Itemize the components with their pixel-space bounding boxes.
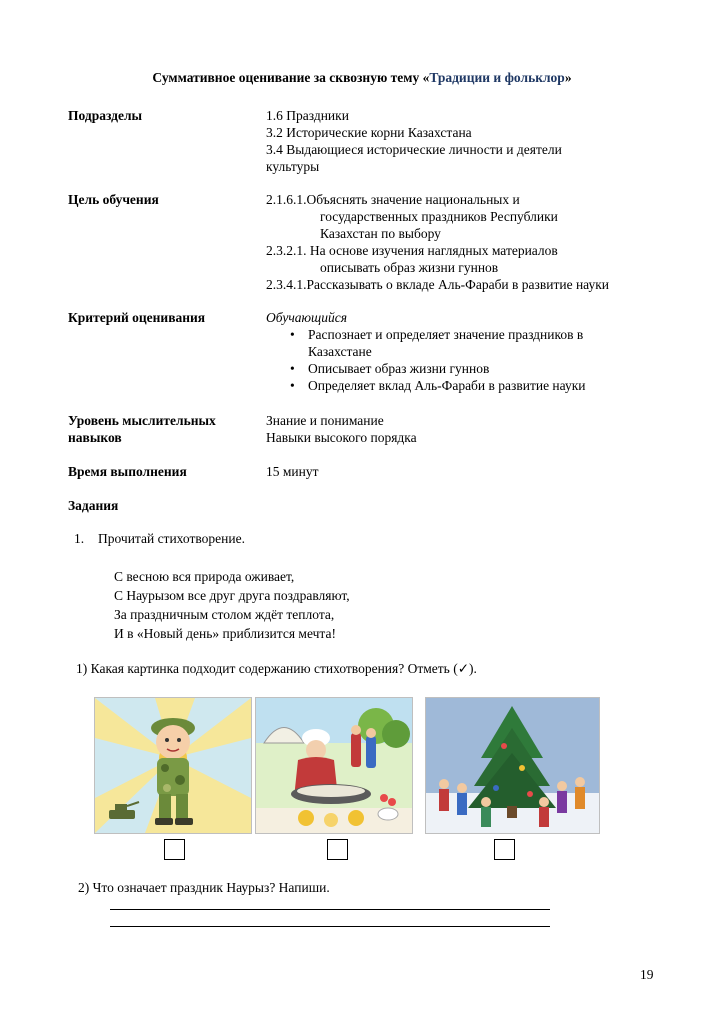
criteria-list bbox=[290, 326, 586, 394]
criteria-item: • Описывает образ жизни гуннов bbox=[290, 360, 586, 377]
criteria-intro: Обучающийся bbox=[266, 310, 348, 325]
thinking-value: Знание и понимание bbox=[266, 413, 384, 428]
subsection-line: 3.4 Выдающиеся исторические личности и деятели bbox=[266, 142, 562, 157]
page-title bbox=[0, 70, 724, 86]
criteria-item: • Определяет вклад Аль-Фараби в развитие науки bbox=[290, 377, 586, 394]
title-suffix: » bbox=[564, 70, 572, 85]
thinking-label-line: навыков bbox=[68, 430, 122, 445]
answer-line[interactable] bbox=[110, 926, 550, 927]
poem-line: И в «Новый день» приблизится мечта! bbox=[114, 626, 336, 641]
soldier-picture bbox=[94, 697, 252, 834]
goal-line: описывать образ жизни гуннов bbox=[320, 260, 499, 275]
subsection-line: 1.6 Праздники bbox=[266, 108, 349, 123]
time-label: Время выполнения bbox=[68, 464, 187, 479]
nauryz-checkbox[interactable] bbox=[327, 839, 348, 860]
subsections-list bbox=[266, 107, 562, 175]
poem-line: За праздничным столом ждёт теплота, bbox=[114, 607, 335, 622]
title-topic: Традиции и фольклор bbox=[429, 70, 565, 85]
thinking-label-line: Уровень мыслительных bbox=[68, 413, 216, 428]
goal-line: государственных праздников Республики bbox=[320, 209, 558, 224]
subsection-line: 3.2 Исторические корни Казахстана bbox=[266, 125, 472, 140]
poem bbox=[114, 567, 350, 643]
criteria-label: Критерий оценивания bbox=[68, 310, 206, 325]
subsection-line: культуры bbox=[266, 159, 320, 174]
goal-list bbox=[266, 191, 609, 293]
thinking-label bbox=[68, 412, 216, 446]
goal-line: 2.1.6.1.Объяснять значение национальных и bbox=[266, 192, 520, 207]
goal-line: 2.3.4.1.Рассказывать о вкладе Аль-Фараби в развитие науки bbox=[266, 277, 610, 292]
task1-number: 1. bbox=[74, 531, 85, 546]
goal-line: Казахстан по выбору bbox=[320, 226, 441, 241]
nauryz-picture bbox=[255, 697, 413, 834]
poem-line: С Наурызом все друг друга поздравляют, bbox=[114, 588, 350, 603]
task1-text: Прочитай стихотворение. bbox=[98, 531, 245, 546]
goal-line: 2.3.2.1. На основе изучения наглядных материалов bbox=[266, 243, 558, 258]
thinking-value: Навыки высокого порядка bbox=[266, 430, 417, 445]
subsections-label: Подразделы bbox=[68, 108, 143, 123]
question-2: 2) Что означает праздник Наурыз? Напиши. bbox=[78, 880, 330, 895]
page-number: 19 bbox=[640, 967, 654, 982]
tasks-heading: Задания bbox=[68, 498, 119, 513]
goal-label: Цель обучения bbox=[68, 192, 159, 207]
new-year-checkbox[interactable] bbox=[494, 839, 515, 860]
poem-line: С весною вся природа оживает, bbox=[114, 569, 295, 584]
title-prefix: Суммативное оценивание за сквозную тему « bbox=[152, 70, 430, 85]
thinking-values bbox=[266, 412, 417, 446]
soldier-checkbox[interactable] bbox=[164, 839, 185, 860]
time-value: 15 минут bbox=[266, 464, 319, 479]
question-1: 1) Какая картинка подходит содержанию стихотворения? Отметь (✓). bbox=[76, 661, 477, 676]
new-year-picture bbox=[425, 697, 600, 834]
answer-line[interactable] bbox=[110, 909, 550, 910]
criteria-item: • Распознает и определяет значение праздников в Казахстане bbox=[290, 326, 586, 360]
